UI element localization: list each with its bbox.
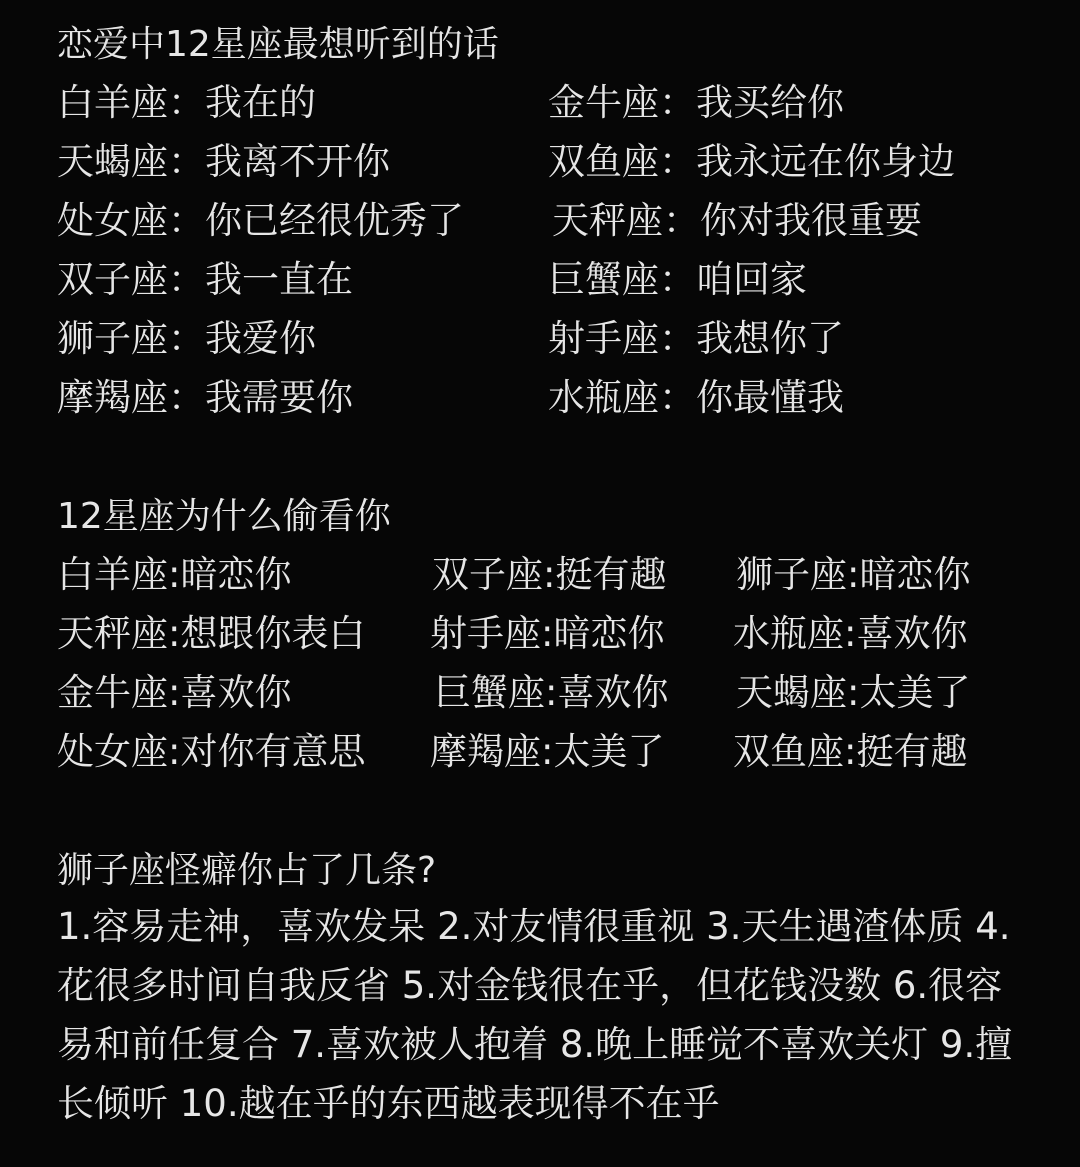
quirk-item: 4.花很多时间自我反省 [57, 905, 1011, 1007]
s2-col2-1: 双子座:挺有趣 [432, 553, 667, 596]
s2-col2-3: 巨蟹座:喜欢你 [434, 671, 669, 714]
s1-right-4: 巨蟹座：咱回家 [548, 258, 807, 301]
quirk-item: 5.对金钱很在乎，但花钱没数 [401, 964, 882, 1007]
quirk-item: 3.天生遇渣体质 [706, 905, 964, 948]
s2-col3-3: 天蝎座:太美了 [736, 671, 971, 714]
quirk-item: 2.对友情很重视 [437, 905, 695, 948]
quirk-item: 8.晚上睡觉不喜欢关灯 [559, 1023, 929, 1066]
s2-col3-4: 双鱼座:挺有趣 [733, 730, 968, 773]
s2-col1-1: 白羊座:暗恋你 [57, 553, 292, 596]
section3-title: 狮子座怪癖你占了几条? [57, 850, 437, 891]
s1-left-1: 白羊座：我在的 [57, 81, 316, 124]
s1-right-5: 射手座：我想你了 [548, 317, 844, 360]
s1-left-2: 天蝎座：我离不开你 [57, 140, 390, 183]
s2-col1-4: 处女座:对你有意思 [57, 730, 366, 773]
quirk-item: 6.很容易和前任复合 [57, 964, 1003, 1066]
s2-col3-2: 水瓶座:喜欢你 [733, 612, 968, 655]
s1-right-6: 水瓶座：你最懂我 [548, 376, 844, 419]
s1-right-3: 天秤座：你对我很重要 [552, 199, 922, 242]
s1-left-3: 处女座：你已经很优秀了 [57, 199, 464, 242]
lion-quirks-paragraph [57, 897, 1017, 1133]
s1-right-1: 金牛座：我买给你 [548, 81, 844, 124]
s2-col3-1: 狮子座:暗恋你 [736, 553, 971, 596]
s1-left-5: 狮子座：我爱你 [57, 317, 316, 360]
quirk-item: 9.擅长倾听 [57, 1023, 1013, 1125]
quirk-item: 1.容易走神，喜欢发呆 [57, 905, 426, 948]
s2-col1-2: 天秤座:想跟你表白 [57, 612, 366, 655]
quirk-item: 7.喜欢被人抱着 [290, 1023, 549, 1066]
s2-col1-3: 金牛座:喜欢你 [57, 671, 292, 714]
s2-col2-4: 摩羯座:太美了 [430, 730, 665, 773]
quirk-item: 10.越在乎的东西越表现得不在乎 [179, 1082, 720, 1125]
section2-title: 12星座为什么偷看你 [57, 496, 391, 537]
s1-right-2: 双鱼座：我永远在你身边 [548, 140, 955, 183]
s2-col2-2: 射手座:暗恋你 [430, 612, 665, 655]
s1-left-6: 摩羯座：我需要你 [57, 376, 353, 419]
section1-title: 恋爱中12星座最想听到的话 [57, 24, 499, 65]
s1-left-4: 双子座：我一直在 [57, 258, 353, 301]
